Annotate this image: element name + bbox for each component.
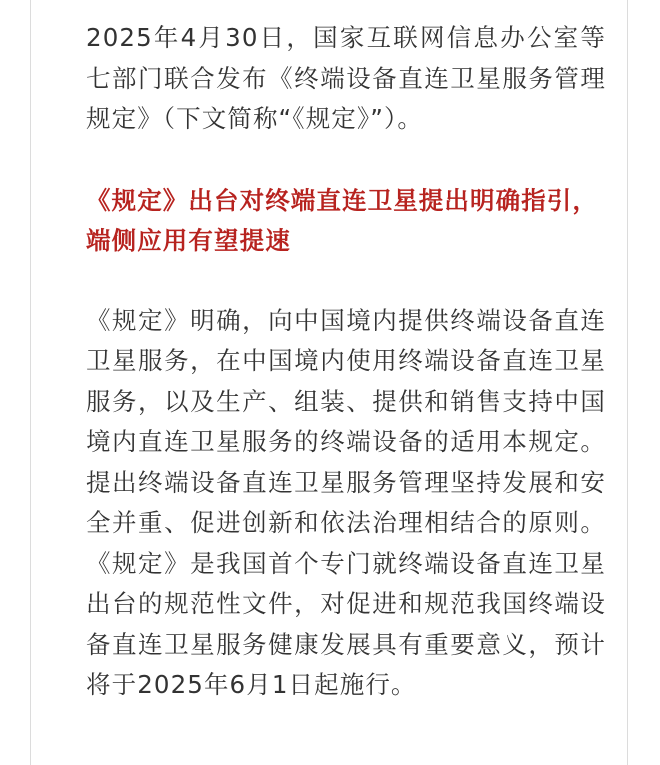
article-content bbox=[86, 18, 606, 706]
intro-paragraph: 2025年4月30日，国家互联网信息办公室等七部门联合发布《终端设备直连卫星服务管理规定》（下文简称“《规定》”）。 bbox=[86, 23, 606, 133]
body-paragraph: 《规定》明确，向中国境内提供终端设备直连卫星服务，在中国境内使用终端设备直连卫星服务，以及生产、组装、提供和销售支持中国境内直连卫星服务的终端设备的适用本规定。提出终端设备直连卫星服务管理坚持发展和安全并重、促进创新和依法治理相结合的原则。《规定》是我国首个专门就终端设备直连卫星出台的规范性文件，对促进和规范我国终端设备直连卫星服务健康发展具有重要意义，预计将于2025年6月1日起施行。 bbox=[86, 305, 606, 699]
section-heading: 《规定》出台对终端直连卫星提出明确指引，端侧应用有望提速 bbox=[86, 185, 598, 255]
